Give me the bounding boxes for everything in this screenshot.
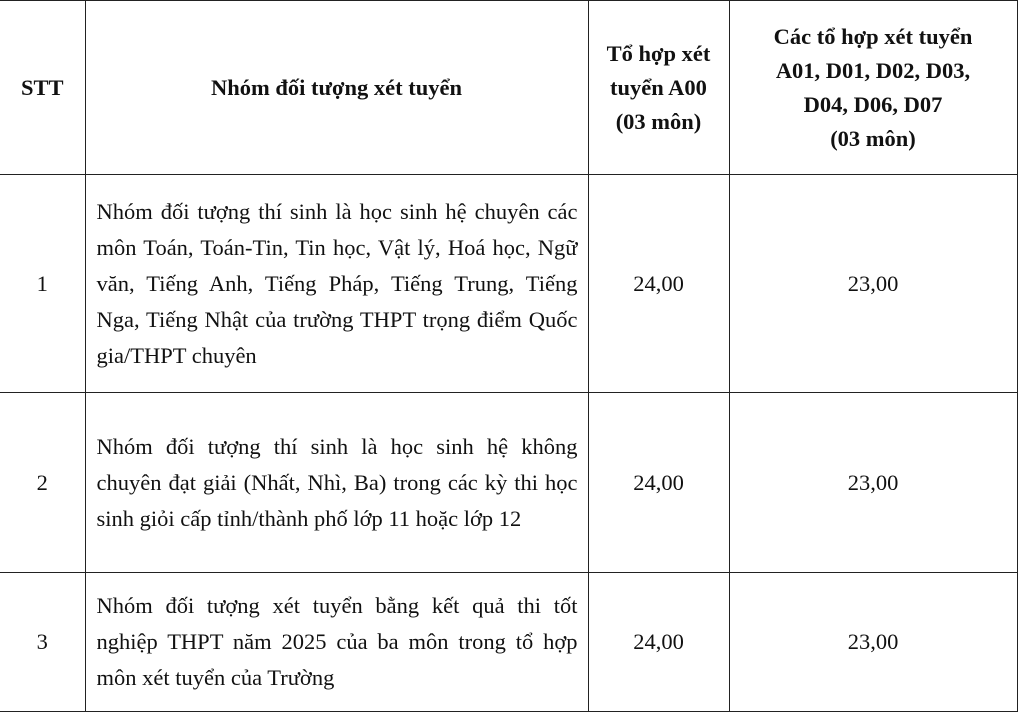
header-a00-line: tuyển A00 xyxy=(610,74,707,100)
row-a00-score: 24,00 xyxy=(588,573,729,712)
row-stt: 3 xyxy=(0,573,85,712)
row-stt: 2 xyxy=(0,393,85,573)
header-other-line: Các tổ hợp xét tuyển xyxy=(773,23,973,49)
header-other-line: (03 môn) xyxy=(830,125,916,151)
table-row xyxy=(0,175,1017,393)
header-stt: STT xyxy=(0,1,85,175)
header-a00-line: (03 môn) xyxy=(615,108,702,134)
row-group: Nhóm đối tượng xét tuyển bằng kết quả thi tốt nghiệp THPT năm 2025 của ba môn trong tổ hợp môn xét tuyển của Trường xyxy=(85,573,588,712)
header-group: Nhóm đối tượng xét tuyển xyxy=(85,1,588,175)
row-other-score: 23,00 xyxy=(729,175,1017,393)
header-a00-line: Tổ hợp xét xyxy=(606,40,711,66)
row-group: Nhóm đối tượng thí sinh là học sinh hệ không chuyên đạt giải (Nhất, Nhì, Ba) trong các kỳ thi học sinh giỏi cấp tỉnh/thành phố lớp 11 hoặc lớp 12 xyxy=(85,393,588,573)
header-a00 xyxy=(588,1,729,175)
row-stt: 1 xyxy=(0,175,85,393)
header-other-combinations xyxy=(729,1,1017,175)
row-other-score: 23,00 xyxy=(729,393,1017,573)
header-row xyxy=(0,1,1017,175)
row-a00-score: 24,00 xyxy=(588,175,729,393)
header-other-line: A01, D01, D02, D03, xyxy=(775,57,971,83)
header-other-line: D04, D06, D07 xyxy=(803,91,943,117)
table-row xyxy=(0,573,1017,712)
row-other-score: 23,00 xyxy=(729,573,1017,712)
table-row xyxy=(0,393,1017,573)
row-a00-score: 24,00 xyxy=(588,393,729,573)
row-group: Nhóm đối tượng thí sinh là học sinh hệ chuyên các môn Toán, Toán-Tin, Tin học, Vật lý, Hoá học, Ngữ văn, Tiếng Anh, Tiếng Pháp, Tiếng Trung, Tiếng Nga, Tiếng Nhật của trường THPT trọng điểm Quốc gia/THPT chuyên xyxy=(85,175,588,393)
